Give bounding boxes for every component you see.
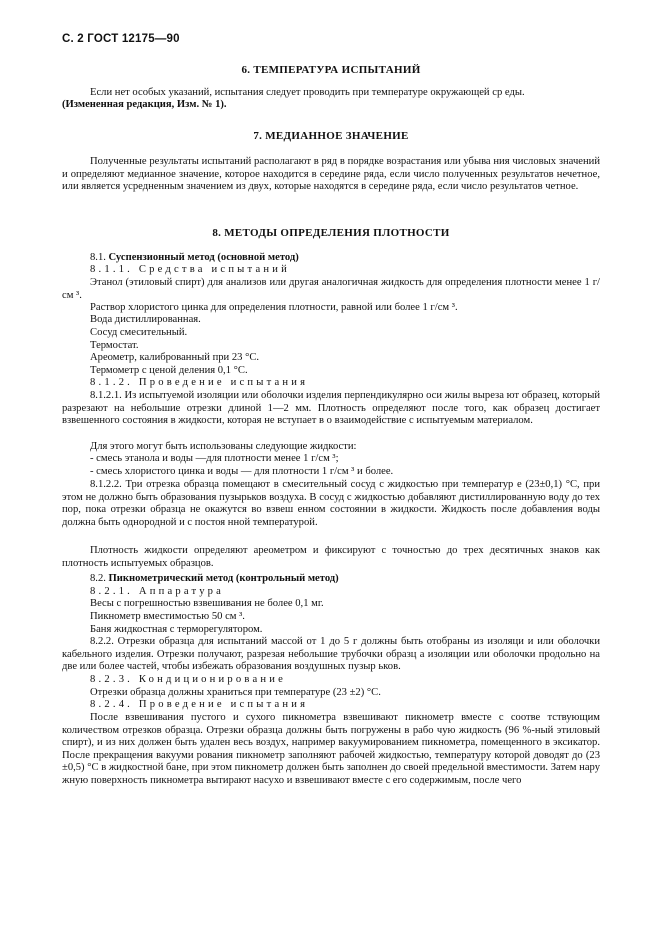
method-2-heading	[90, 573, 339, 586]
section-8-title: 8. МЕТОДЫ ОПРЕДЕЛЕНИЯ ПЛОТНОСТИ	[212, 227, 450, 239]
method-1-number: 8.1.	[90, 252, 106, 263]
liquid-1: - смесь этанола и воды —для плотности менее 1 г/см ³;	[90, 453, 339, 464]
scales-text: Весы с погрешностью взвешивания не более 0,1 мг.	[90, 598, 324, 609]
density-text: Плотность жидкости определяют ареометром и фиксируют с точностью до трех десятичных знаков как плотность испытуемых образцов.	[62, 545, 600, 569]
method-2-title: Пикнометрический метод (контрольный метод)	[108, 573, 339, 584]
bath-text: Баня жидкостная с терморегулятором.	[90, 624, 263, 635]
thermometer-text: Термометр с ценой деления 0,1 °С.	[90, 365, 248, 376]
section-6-text: Если нет особых указаний, испытания следует проводить при температуре окружающей ср еды.	[90, 87, 525, 98]
clause-8-2-3: 8.2.3. Кондиционирование	[90, 674, 287, 685]
clause-8-1-2: 8.1.2. Проведение испытания	[90, 377, 309, 388]
section-7-title: 7. МЕДИАННОЕ ЗНАЧЕНИЕ	[253, 130, 409, 142]
clause-8-1-1: 8.1.1. Средства испытаний	[90, 264, 290, 275]
thermostat-text: Термостат.	[90, 340, 139, 351]
section-6-note: (Измененная редакция, Изм. № 1).	[62, 99, 227, 110]
zinc-text: Раствор хлористого цинка для определения плотности, равной или более 1 г/см ³.	[90, 302, 458, 313]
liquids-intro: Для этого могут быть использованы следующие жидкости:	[90, 441, 357, 452]
method-1-heading	[90, 252, 299, 265]
clause-8-2-2: 8.2.2. Отрезки образца для испытаний массой от 1 до 5 г должны быть отобраны из изоляци и или оболочки кабельного изделия. Отрезки получают, разрезая небольшие трубочки образц а изоляции или оболочки продольно на две или более частей, чтобы избежать образования воздушных пузыр ьков.	[62, 636, 600, 673]
ethanol-text: Этанол (этиловый спирт) для анализов или другая аналогичная жидкость для определения плотности менее 1 г/см ³.	[62, 277, 600, 301]
areometer-text: Ареометр, калиброванный при 23 °С.	[90, 352, 260, 363]
water-text: Вода дистиллированная.	[90, 314, 201, 325]
procedure-text: После взвешивания пустого и сухого пикнометра взвешивают пикнометр вместе с соотве тствующим количеством отрезков образца. Отрезки образца должны быть погружены в рабо чую жидкость (96 %-ный этиловый спирт), и из них должен быть удален весь воздух, например вакуумированием пикнометра, помещенного в эксикатор. После прекращения вакууми рования пикнометр заполняют рабочей жидкостью, температуру которой доводят до (23 ±0,5) °С в жидкостной бане, при этом пикнометр должен быть заполнен до своей предельной вместимости. Затем нару жную поверхность пикнометра вытирают насухо и взвешивают вместе с его содержимым, после чего	[62, 712, 600, 786]
pycnometer-text: Пикнометр вместимостью 50 см ³.	[90, 611, 245, 622]
section-7-text: Полученные результаты испытаний располагают в ряд в порядке возрастания или убыва ния числовых значений и определяют медианное значение, которое находится в середине ряда, если число полученных результатов нечетное, или является усредненным значением из двух, которые находятся в середине ряда, если число результатов четное.	[62, 156, 600, 193]
method-2-number: 8.2.	[90, 573, 106, 584]
method-1-title: Суспензионный метод (основной метод)	[108, 252, 299, 263]
storage-text: Отрезки образца должны храниться при температуре (23 ±2) °С.	[90, 687, 381, 698]
clause-8-2-1: 8.2.1. Аппаратура	[90, 586, 225, 597]
liquid-2: - смесь хлористого цинка и воды — для плотности 1 г/см ³ и более.	[90, 466, 394, 477]
clause-8-2-4: 8.2.4. Проведение испытания	[90, 699, 309, 710]
section-6-title: 6. ТЕМПЕРАТУРА ИСПЫТАНИЙ	[241, 64, 421, 76]
vessel-text: Сосуд смесительный.	[90, 327, 188, 338]
clause-8-1-2-2: 8.1.2.2. Три отрезка образца помещают в смесительный сосуд с жидкостью при температур е (23±0,1) °С, при этом не должно быть образования пузырьков воздуха. В сосуд с жидкостью добавляют дистиллированную воду до тех пор, пока отрезки образца не окажутся во взвеш енном состоянии в жидкости. Жидкость после добавления воды должна быть однородной и с постоя нной температурой.	[62, 479, 600, 528]
clause-8-1-2-1: 8.1.2.1. Из испытуемой изоляции или оболочки изделия перпендикулярно оси жилы выреза ют образец, который разрезают на небольшие отрезки длиной 1—2 мм. Плотность определяют после того, как образец достигает взвешенного состояния в жидкости, которая не вступает в о взаимодействие с испытуемым материалом.	[62, 390, 600, 427]
page-header: С. 2 ГОСТ 12175—90	[62, 33, 180, 45]
